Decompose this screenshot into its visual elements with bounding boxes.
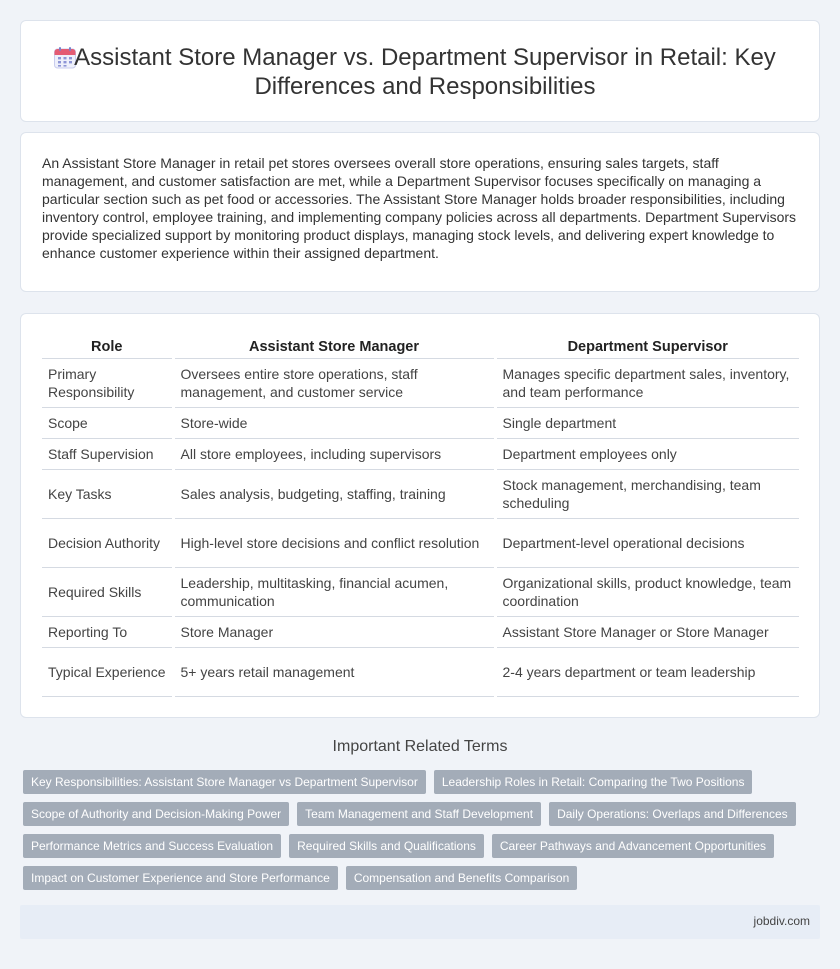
page-title: Assistant Store Manager vs. Department Supervisor in Retail: Key Differences and Responsibilities (74, 44, 776, 100)
table-cell: High-level store decisions and conflict resolution (173, 518, 495, 567)
table-cell: Manages specific department sales, inventory, and team performance (495, 358, 799, 407)
table-row (42, 567, 799, 616)
related-term-tag[interactable]: Career Pathways and Advancement Opportunities (492, 834, 774, 858)
related-term-tag[interactable]: Required Skills and Qualifications (289, 834, 484, 858)
related-term-tag[interactable]: Leadership Roles in Retail: Comparing the Two Positions (434, 770, 753, 794)
footer-site-link[interactable]: jobdiv.com (753, 914, 810, 928)
table-header-role: Role (42, 334, 173, 358)
table-cell: Stock management, merchandising, team scheduling (495, 469, 799, 518)
table-row (42, 469, 799, 518)
table-header-assistant-store-manager: Assistant Store Manager (173, 334, 495, 358)
table-cell: Store-wide (173, 407, 495, 438)
table-row (42, 647, 799, 696)
table-cell: Store Manager (173, 616, 495, 647)
related-term-tag[interactable]: Impact on Customer Experience and Store Performance (23, 866, 338, 890)
related-term-tag[interactable]: Compensation and Benefits Comparison (346, 866, 577, 890)
table-cell: Scope (42, 407, 173, 438)
table-cell: Assistant Store Manager or Store Manager (495, 616, 799, 647)
related-terms-list (23, 770, 813, 898)
table-cell: Single department (495, 407, 799, 438)
table-cell: Decision Authority (42, 518, 173, 567)
footer (20, 905, 820, 939)
table-cell: Leadership, multitasking, financial acumen, communication (173, 567, 495, 616)
table-cell: All store employees, including supervisors (173, 438, 495, 469)
intro-paragraph: An Assistant Store Manager in retail pet stores oversees overall store operations, ensuring sales targets, staff management, and customer satisfaction are met, while a Department Supervisor focuses specifically on managing a particular section such as pet food or accessories. The Assistant Store Manager holds broader responsibilities, including inventory control, employee training, and implementing company policies across all departments. Department Supervisors provide specialized support by monitoring product displays, managing stock levels, and delivering expert knowledge to enhance customer experience within their assigned department. (42, 155, 797, 261)
table-header-row (42, 334, 799, 358)
table-cell: 5+ years retail management (173, 647, 495, 696)
table-cell: Required Skills (42, 567, 173, 616)
tag-row (23, 802, 813, 826)
related-term-tag[interactable]: Scope of Authority and Decision-Making Power (23, 802, 289, 826)
tag-row (23, 834, 813, 858)
table-cell: 2-4 years department or team leadership (495, 647, 799, 696)
table-row (42, 438, 799, 469)
table-cell: Staff Supervision (42, 438, 173, 469)
related-term-tag[interactable]: Daily Operations: Overlaps and Differences (549, 802, 796, 826)
table-header-department-supervisor: Department Supervisor (495, 334, 799, 358)
related-term-tag[interactable]: Key Responsibilities: Assistant Store Manager vs Department Supervisor (23, 770, 426, 794)
table-cell: Key Tasks (42, 469, 173, 518)
intro-card (20, 132, 820, 292)
header-card (20, 20, 820, 122)
related-term-tag[interactable]: Performance Metrics and Success Evaluation (23, 834, 281, 858)
table-row (42, 616, 799, 647)
table-row (42, 358, 799, 407)
table-cell: Oversees entire store operations, staff management, and customer service (173, 358, 495, 407)
related-terms-title: Important Related Terms (332, 738, 508, 755)
table-row (42, 407, 799, 438)
table-row (42, 518, 799, 567)
tag-row (23, 866, 813, 890)
comparison-table (42, 334, 799, 697)
table-cell: Organizational skills, product knowledge, team coordination (495, 567, 799, 616)
comparison-table-card (20, 313, 820, 718)
table-cell: Sales analysis, budgeting, staffing, training (173, 469, 495, 518)
table-cell: Department-level operational decisions (495, 518, 799, 567)
table-cell: Primary Responsibility (42, 358, 173, 407)
table-cell: Department employees only (495, 438, 799, 469)
table-cell: Typical Experience (42, 647, 173, 696)
related-term-tag[interactable]: Team Management and Staff Development (297, 802, 541, 826)
table-cell: Reporting To (42, 616, 173, 647)
tag-row (23, 770, 813, 794)
